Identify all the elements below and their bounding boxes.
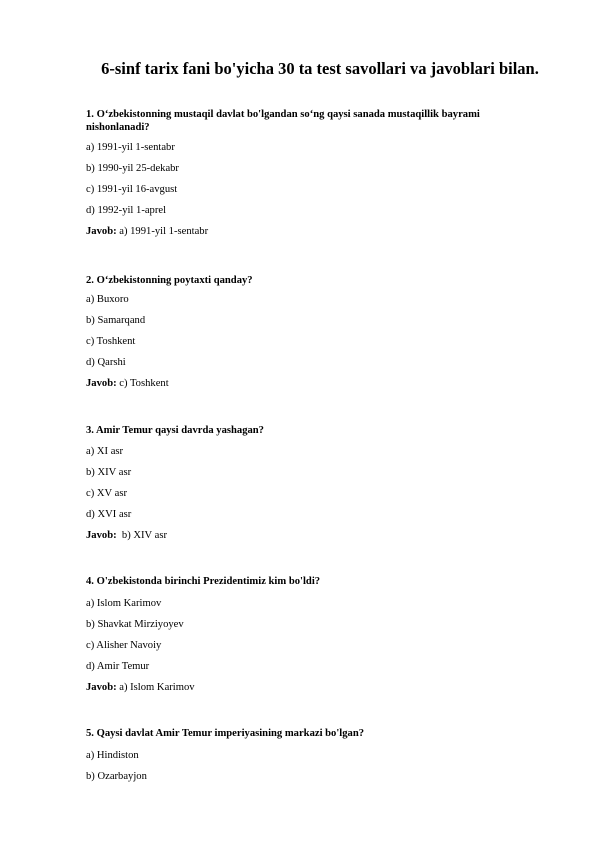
option-a: a) 1991-yil 1-sentabr: [86, 142, 175, 153]
option-c: c) 1991-yil 16-avgust: [86, 184, 178, 195]
answer-line: [86, 225, 526, 238]
question-block-1: [86, 108, 526, 134]
option-c: c) Toshkent: [86, 336, 136, 347]
option-d: d) Qarshi: [86, 357, 126, 368]
answer-line: [86, 681, 526, 694]
question-text: 5. Qaysi davlat Amir Temur imperiyasining markazi bo'lgan?: [86, 728, 365, 739]
question-block-3: [86, 424, 526, 437]
answer-value: c) Toshkent: [116, 378, 169, 389]
option-d: d) 1992-yil 1-aprel: [86, 205, 167, 216]
option-b: b) 1990-yil 25-dekabr: [86, 163, 179, 174]
option-b: b) Ozarbayjon: [86, 771, 147, 782]
question-text: 2. O‘zbekistonning poytaxti qanday?: [86, 275, 253, 286]
question-text: 4. O'zbekistonda birinchi Prezidentimiz kim bo'ldi?: [86, 576, 321, 587]
option-list-4: [86, 597, 526, 693]
option-c: c) XV asr: [86, 488, 127, 499]
question-block-4: [86, 575, 526, 588]
question-block-5: [86, 727, 526, 740]
option-list-3: [86, 445, 526, 541]
option-list-1: [86, 141, 526, 237]
option-b: b) Shavkat Mirziyoyev: [86, 619, 184, 630]
option-d: d) XVI asr: [86, 509, 132, 520]
answer-line: [86, 529, 526, 542]
answer-label: Javob:: [86, 378, 117, 389]
option-a: a) Islom Karimov: [86, 598, 162, 609]
option-d: d) Amir Temur: [86, 661, 150, 672]
option-a: a) Buxoro: [86, 294, 129, 305]
answer-value: a) 1991-yil 1-sentabr: [116, 226, 209, 237]
question-text: 1. O‘zbekistonning mustaqil davlat bo'lgandan so‘ng qaysi sanada mustaqillik bayrami nishonlanadi?: [86, 109, 480, 133]
question-text: 3. Amir Temur qaysi davrda yashagan?: [86, 425, 264, 436]
option-a: a) XI asr: [86, 446, 124, 457]
answer-label: Javob:: [86, 226, 117, 237]
option-c: c) Alisher Navoiy: [86, 640, 162, 651]
option-b: b) XIV asr: [86, 467, 132, 478]
answer-value: b) XIV asr: [116, 530, 168, 541]
question-block-2: [86, 274, 526, 287]
document-title: 6-sinf tarix fani bo'yicha 30 ta test savollari va javoblari bilan.: [101, 59, 539, 78]
option-list-5: [86, 749, 526, 782]
option-a: a) Hindiston: [86, 750, 139, 761]
answer-line: [86, 377, 526, 390]
answer-label: Javob:: [86, 530, 117, 541]
option-list-2: [86, 293, 526, 389]
answer-label: Javob:: [86, 682, 117, 693]
option-b: b) Samarqand: [86, 315, 146, 326]
answer-value: a) Islom Karimov: [116, 682, 195, 693]
